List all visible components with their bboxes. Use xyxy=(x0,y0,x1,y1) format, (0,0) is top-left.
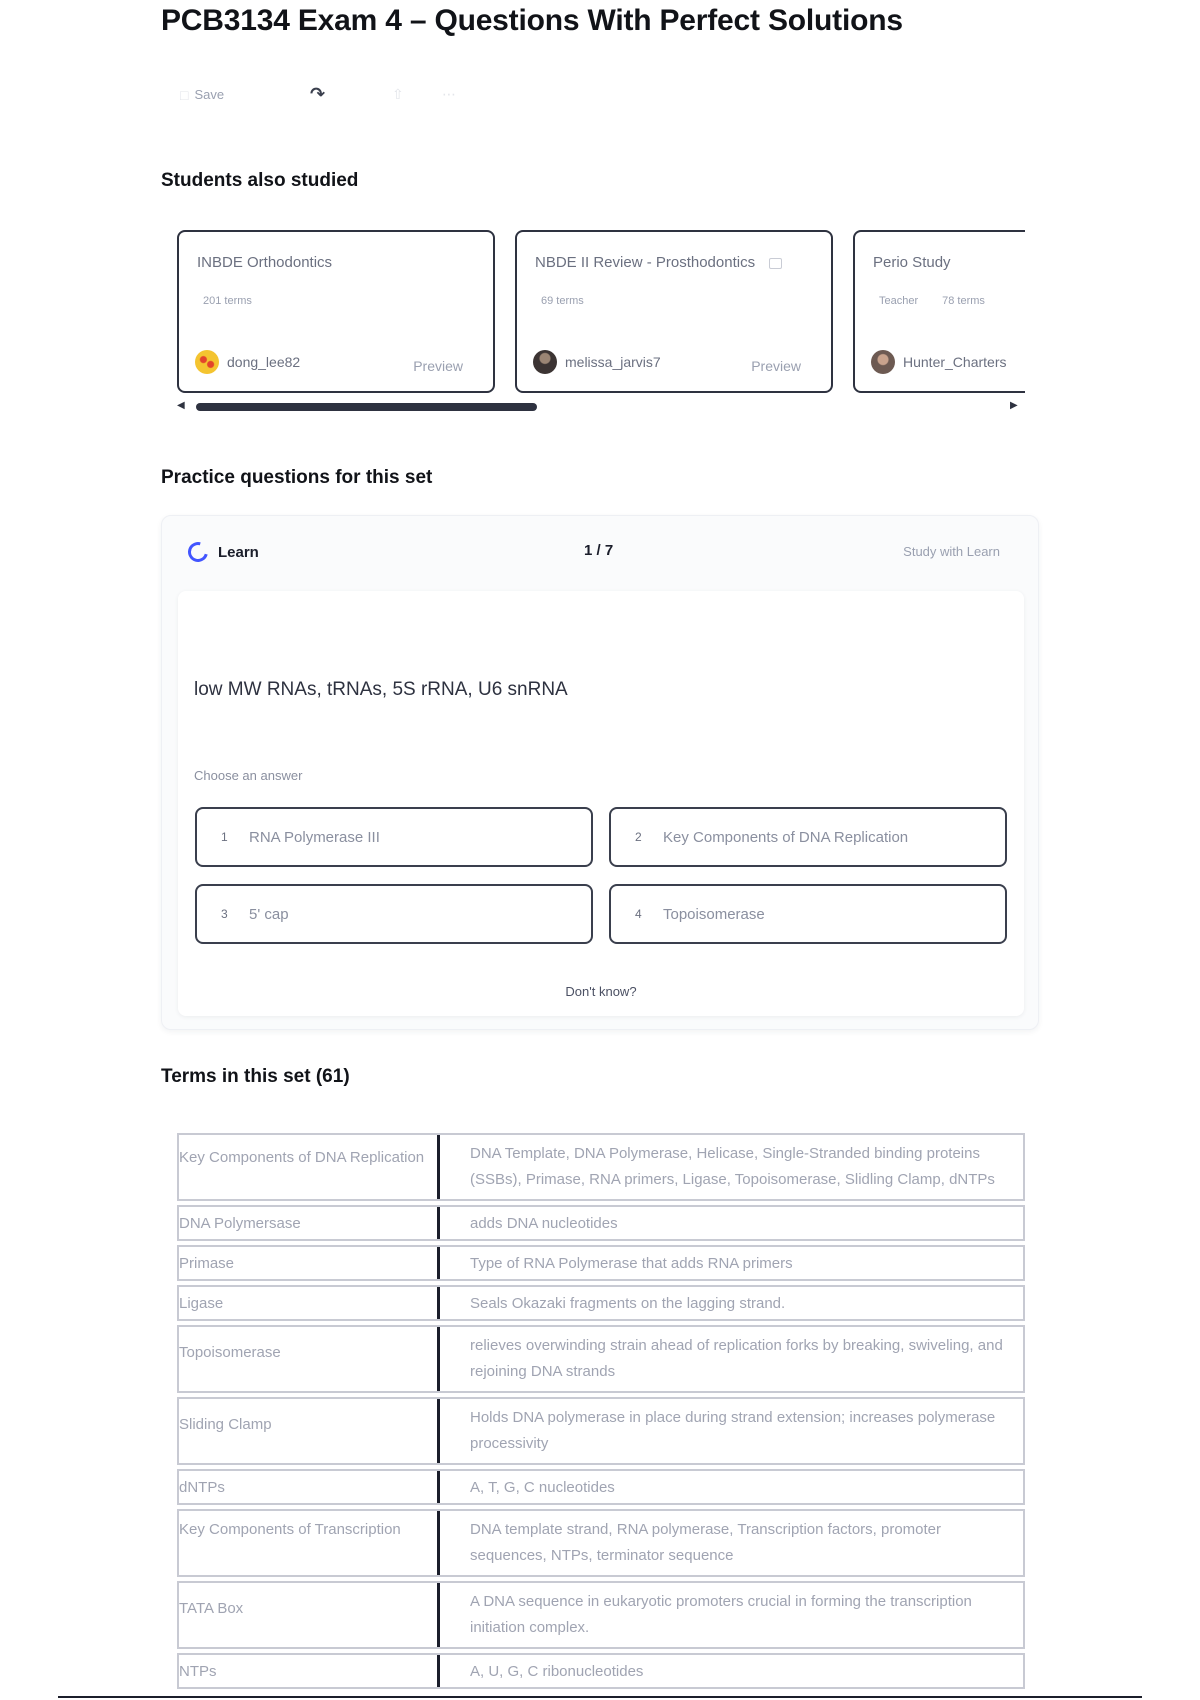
card-term-count: 201 terms xyxy=(203,295,252,307)
table-row xyxy=(177,1285,1025,1321)
dont-know-button[interactable]: Don't know? xyxy=(565,984,637,999)
learn-panel xyxy=(161,515,1039,1030)
question-counter: 1 / 7 xyxy=(584,542,614,559)
card-author[interactable] xyxy=(195,350,300,374)
card-title: Perio Study xyxy=(873,254,951,271)
answer-text: Key Components of DNA Replication xyxy=(663,828,909,846)
scroll-left-arrow-icon[interactable]: ◀ xyxy=(177,400,185,411)
term-text: NTPs xyxy=(179,1663,217,1680)
definition-text: A, U, G, C ribonucleotides xyxy=(470,1663,644,1680)
definition-text: DNA template strand, RNA polymerase, Transcription factors, promoter sequences, NTPs, terminator sequence xyxy=(470,1521,942,1564)
save-label: Save xyxy=(194,87,225,102)
card-username: dong_lee82 xyxy=(227,354,301,370)
teacher-badge: Teacher xyxy=(879,295,919,307)
term-text: Sliding Clamp xyxy=(179,1416,272,1433)
answer-option-3[interactable] xyxy=(195,884,593,944)
terms-table xyxy=(177,1133,1025,1693)
table-row xyxy=(177,1653,1025,1689)
card-username: Hunter_Charters xyxy=(903,354,1007,370)
card-title xyxy=(535,254,782,271)
term-text: dNTPs xyxy=(179,1479,225,1496)
question-card xyxy=(178,591,1024,1016)
term-text: TATA Box xyxy=(179,1600,244,1617)
page-divider xyxy=(58,1696,1142,1698)
practice-questions-heading: Practice questions for this set xyxy=(161,467,433,488)
card-author[interactable] xyxy=(533,350,661,374)
studied-set-card[interactable] xyxy=(177,230,495,393)
table-row xyxy=(177,1245,1025,1281)
term-text: DNA Polymersase xyxy=(179,1215,301,1232)
card-title-text: NBDE II Review - Prosthodontics xyxy=(535,254,756,271)
definition-text: A, T, G, C nucleotides xyxy=(470,1479,615,1496)
card-term-count: 78 terms xyxy=(942,295,985,307)
answer-text: 5' cap xyxy=(249,905,289,923)
term-text: Ligase xyxy=(179,1295,224,1312)
card-author[interactable] xyxy=(871,350,1007,374)
answer-option-4[interactable] xyxy=(609,884,1007,944)
term-text: Topoisomerase xyxy=(179,1344,281,1361)
question-text: low MW RNAs, tRNAs, 5S rRNA, U6 snRNA xyxy=(194,679,568,700)
carousel-scrollbar[interactable] xyxy=(196,403,537,411)
studied-set-card[interactable] xyxy=(853,230,1025,393)
learn-mode xyxy=(188,542,259,562)
study-with-learn-link[interactable]: Study with Learn xyxy=(903,544,1000,559)
definition-text: Holds DNA polymerase in place during strand extension; increases polymerase processivity xyxy=(470,1409,996,1452)
refresh-button[interactable] xyxy=(310,84,392,105)
studied-sets-carousel[interactable] xyxy=(177,230,1025,402)
answer-number: 1 xyxy=(221,830,228,844)
term-text: Key Components of Transcription xyxy=(179,1521,401,1538)
definition-text: A DNA sequence in eukaryotic promoters crucial in forming the transcription initiation complex. xyxy=(470,1593,972,1636)
choose-answer-label: Choose an answer xyxy=(194,768,303,783)
terms-heading: Terms in this set (61) xyxy=(161,1066,350,1087)
answer-text: RNA Polymerase III xyxy=(249,828,380,846)
answer-number: 3 xyxy=(221,907,228,921)
definition-text: relieves overwinding strain ahead of replication forks by breaking, swiveling, and rejoining DNA strands xyxy=(470,1337,1003,1380)
definition-text: Type of RNA Polymerase that adds RNA primers xyxy=(470,1255,793,1272)
answer-text: Topoisomerase xyxy=(663,905,765,923)
more-icon: ⋯ xyxy=(442,86,456,102)
table-row xyxy=(177,1205,1025,1241)
refresh-icon: ↷ xyxy=(310,84,326,104)
more-button[interactable] xyxy=(442,86,456,103)
scroll-right-arrow-icon[interactable]: ▶ xyxy=(1010,400,1018,411)
card-term-count: 69 terms xyxy=(541,295,584,307)
save-button[interactable] xyxy=(180,87,310,103)
page-title: PCB3134 Exam 4 – Questions With Perfect Solutions xyxy=(161,4,903,37)
preview-link[interactable]: Preview xyxy=(751,358,801,374)
definition-text: Seals Okazaki fragments on the lagging strand. xyxy=(470,1295,786,1312)
term-text: Key Components of DNA Replication xyxy=(179,1149,425,1166)
answer-option-2[interactable] xyxy=(609,807,1007,867)
image-icon xyxy=(769,258,782,269)
table-row xyxy=(177,1509,1025,1577)
answer-number: 2 xyxy=(635,830,642,844)
table-row xyxy=(177,1325,1025,1393)
definition-text: DNA Template, DNA Polymerase, Helicase, Single-Stranded binding proteins (SSBs), Primase, RNA primers, Ligase, Topoisomerase, Slidling Clamp, dNTPs xyxy=(470,1145,995,1188)
students-also-studied-heading: Students also studied xyxy=(161,170,359,191)
table-row xyxy=(177,1397,1025,1465)
share-icon: ⇧ xyxy=(392,86,404,102)
table-row xyxy=(177,1133,1025,1201)
card-meta xyxy=(879,295,985,307)
term-text: Primase xyxy=(179,1255,235,1272)
table-row xyxy=(177,1469,1025,1505)
card-username: melissa_jarvis7 xyxy=(565,354,661,370)
table-row xyxy=(177,1581,1025,1649)
preview-link[interactable]: Preview xyxy=(413,358,463,374)
studied-set-card[interactable] xyxy=(515,230,833,393)
bookmark-icon: □ xyxy=(180,86,189,103)
learn-label: Learn xyxy=(218,543,259,561)
share-button[interactable] xyxy=(392,86,442,103)
avatar xyxy=(871,350,895,374)
avatar xyxy=(195,350,219,374)
avatar xyxy=(533,350,557,374)
answer-option-1[interactable] xyxy=(195,807,593,867)
set-actions-bar xyxy=(180,84,456,105)
learn-icon xyxy=(184,538,211,565)
card-title: INBDE Orthodontics xyxy=(197,254,333,271)
definition-text: adds DNA nucleotides xyxy=(470,1215,618,1232)
answer-number: 4 xyxy=(635,907,642,921)
